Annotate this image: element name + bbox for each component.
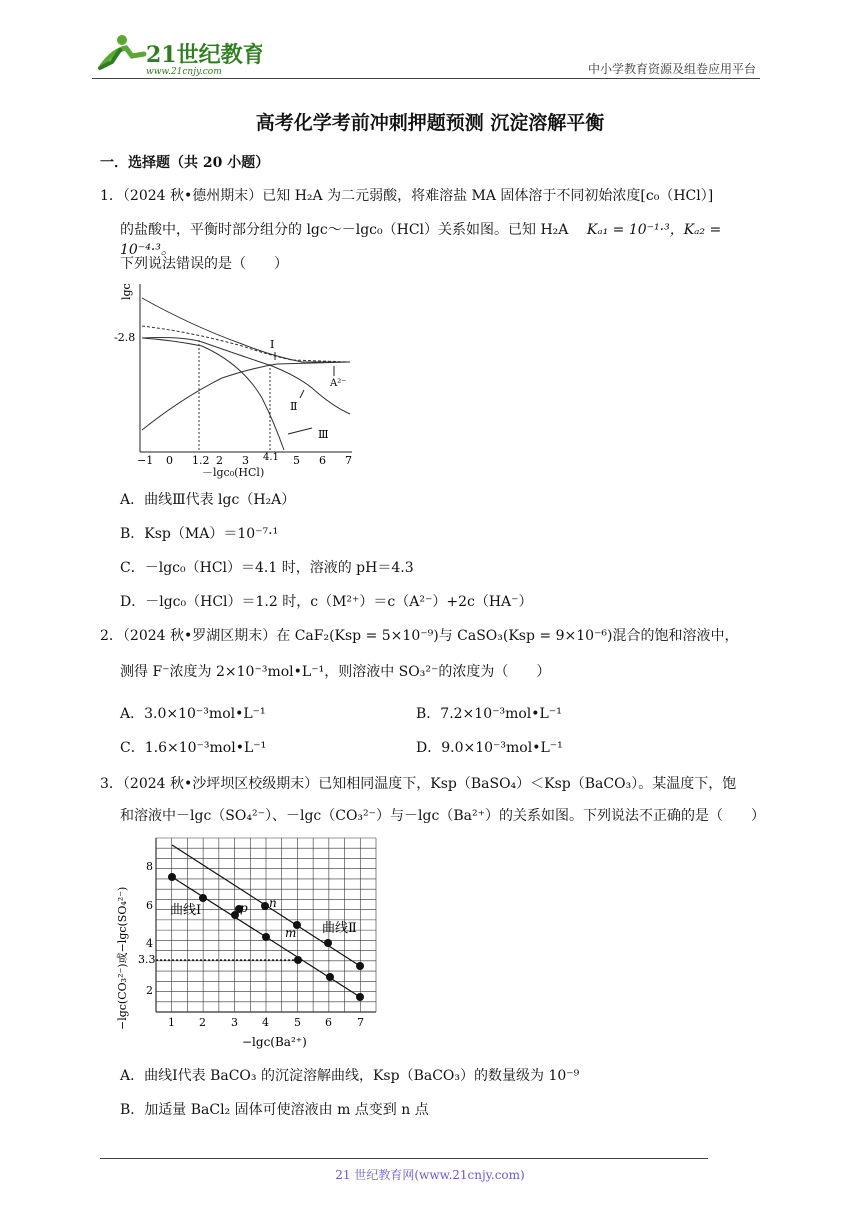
q3-xtick: 5 bbox=[294, 1016, 301, 1029]
q1-arrow-III bbox=[288, 428, 312, 434]
q3-ytick: 4 bbox=[146, 937, 153, 950]
q3-xtick: 3 bbox=[231, 1016, 238, 1029]
q1-line2-math: Kₐ₁ = 10⁻¹·³，Kₐ₂ = 10⁻⁴·³。 bbox=[120, 222, 722, 258]
q2-line2: 测得 F⁻浓度为 2×10⁻³mol•L⁻¹，则溶液中 SO₃²⁻的浓度为（ ） bbox=[120, 664, 551, 680]
q3-data-point bbox=[326, 973, 334, 981]
header-divider bbox=[92, 78, 760, 79]
q1-xtick: 6 bbox=[319, 454, 326, 467]
q3-option-a[interactable]: A．曲线Ⅰ代表 BaCO₃ 的沉淀溶解曲线，Ksp（BaCO₃）的数量级为 10⁻⁹ bbox=[120, 1068, 580, 1084]
q3-data-point bbox=[199, 894, 207, 902]
q1-curve-top bbox=[142, 298, 350, 362]
q1-xtick: 4.1 bbox=[263, 452, 279, 463]
q3-curve2-label: 曲线Ⅱ bbox=[322, 921, 357, 936]
q3-ytick: 3.3 bbox=[138, 953, 156, 966]
q1-option-c[interactable]: C．－lgc₀（HCl）＝4.1 时，溶液的 pH＝4.3 bbox=[120, 560, 414, 576]
q1-curve-A2 bbox=[142, 362, 350, 430]
q3-point-p-label: p bbox=[240, 901, 248, 915]
q1-xtick: −1 bbox=[137, 454, 154, 467]
q3-xtick: 4 bbox=[262, 1016, 269, 1029]
q3-xtick: 2 bbox=[199, 1016, 206, 1029]
q2-option-a[interactable]: A．3.0×10⁻³mol•L⁻¹ bbox=[120, 706, 266, 722]
q3-curve1-label: 曲线Ⅰ bbox=[170, 903, 202, 918]
q3-chart bbox=[112, 830, 382, 1060]
q1-xlabel: －lgc₀(HCl) bbox=[202, 466, 265, 479]
q3-data-point bbox=[261, 902, 269, 910]
q1-option-b[interactable]: B．Ksp（MA）＝10⁻⁷·¹ bbox=[120, 526, 279, 542]
q3-data-point bbox=[294, 956, 302, 964]
q1-xtick: 0 bbox=[166, 454, 173, 467]
section-heading: 一．选择题（共 20 小题） bbox=[100, 155, 270, 171]
q3-point-m-label: m bbox=[285, 926, 297, 940]
q1-ylabel: lgc bbox=[120, 283, 133, 300]
footer-text: 21 世纪教育网(www.21cnjy.com) bbox=[335, 1168, 525, 1182]
q3-yticks bbox=[138, 860, 156, 997]
runner-logo-icon bbox=[100, 35, 144, 68]
q1-xtick: 5 bbox=[293, 454, 300, 467]
q1-xtick: 1.2 bbox=[192, 454, 210, 467]
q1-label-II: Ⅱ bbox=[290, 400, 298, 413]
q1-chart bbox=[112, 280, 362, 479]
q3-ytick: 2 bbox=[146, 984, 153, 997]
q3-ytick: 6 bbox=[146, 899, 153, 912]
q3-data-point bbox=[356, 993, 364, 1001]
logo-text: 21世纪教育 bbox=[146, 42, 262, 68]
q1-curve-dashed bbox=[142, 326, 350, 362]
q3-xtick: 1 bbox=[168, 1016, 175, 1029]
q3-xtick: 6 bbox=[325, 1016, 332, 1029]
q1-option-a[interactable]: A．曲线Ⅲ代表 lgc（H₂A） bbox=[120, 492, 296, 508]
q3-data-point bbox=[324, 939, 332, 947]
q3-point-n-label: n bbox=[269, 896, 277, 910]
q1-line3: 下列说法错误的是（ ） bbox=[120, 256, 288, 272]
q2-option-b[interactable]: B．7.2×10⁻³mol•L⁻¹ bbox=[416, 706, 562, 722]
q3-option-b[interactable]: B．加适量 BaCl₂ 固体可使溶液由 m 点变到 n 点 bbox=[120, 1102, 429, 1118]
q3-data-point bbox=[168, 873, 176, 881]
q3-ylabel: −lgc(CO₃²⁻)或−lgc(SO₄²⁻) bbox=[116, 886, 129, 1030]
q1-curve-II bbox=[142, 338, 350, 415]
q3-data-point bbox=[262, 933, 270, 941]
q1-xtick: 3 bbox=[242, 454, 249, 467]
q1-curve-III bbox=[142, 338, 284, 450]
q1-line1: 1．（2024 秋•德州期末）已知 H₂A 为二元弱酸，将难溶盐 MA 固体溶于不同初始浓度[c₀（HCl）] bbox=[100, 188, 714, 204]
footer-divider bbox=[100, 1158, 708, 1159]
q3-line1: 3．（2024 秋•沙坪坝区校级期末）已知相同温度下，Ksp（BaSO₄）＜Ksp（BaCO₃）。某温度下，饱 bbox=[100, 776, 737, 792]
q1-label-III: Ⅲ bbox=[318, 428, 329, 441]
q1-option-d[interactable]: D．－lgc₀（HCl）＝1.2 时，c（M²⁺）＝c（A²⁻）+2c（HA⁻） bbox=[120, 594, 533, 610]
platform-name: 中小学教育资源及组卷应用平台 bbox=[587, 62, 756, 76]
q3-xticks bbox=[168, 1016, 364, 1029]
q1-label-I: Ⅰ bbox=[270, 338, 275, 351]
q3-xlabel: −lgc(Ba²⁺) bbox=[242, 1035, 307, 1049]
logo-url: www.21cnjy.com bbox=[146, 67, 222, 77]
q3-ytick: 8 bbox=[146, 860, 153, 873]
q1-arrow-II bbox=[300, 390, 304, 398]
q2-line1: 2．（2024 秋•罗湖区期末）在 CaF₂(Ksp = 5×10⁻⁹)与 CaSO₃(Ksp = 9×10⁻⁶)混合的饱和溶液中， bbox=[100, 628, 739, 644]
q1-xtick: 2 bbox=[216, 454, 223, 467]
q2-option-c[interactable]: C．1.6×10⁻³mol•L⁻¹ bbox=[120, 740, 267, 756]
site-logo bbox=[92, 32, 262, 80]
q2-option-d[interactable]: D．9.0×10⁻³mol•L⁻¹ bbox=[416, 740, 563, 756]
q3-data-point bbox=[356, 962, 364, 970]
q1-xtick: 7 bbox=[345, 454, 352, 467]
q3-line2: 和溶液中－lgc（SO₄²⁻）、－lgc（CO₃²⁻）与－lgc（Ba²⁺）的关系如图。下列说法不正确的是（ ） bbox=[120, 808, 765, 824]
q1-line2-text: 的盐酸中，平衡时部分组分的 lgc～－lgc₀（HCl）关系如图。已知 H₂A bbox=[120, 222, 569, 238]
page-title: 高考化学考前冲刺押题预测 沉淀溶解平衡 bbox=[255, 112, 605, 134]
q1-ytick: -2.8 bbox=[114, 331, 136, 344]
q1-label-A2: A²⁻ bbox=[330, 378, 347, 389]
q3-xtick: 7 bbox=[357, 1016, 364, 1029]
